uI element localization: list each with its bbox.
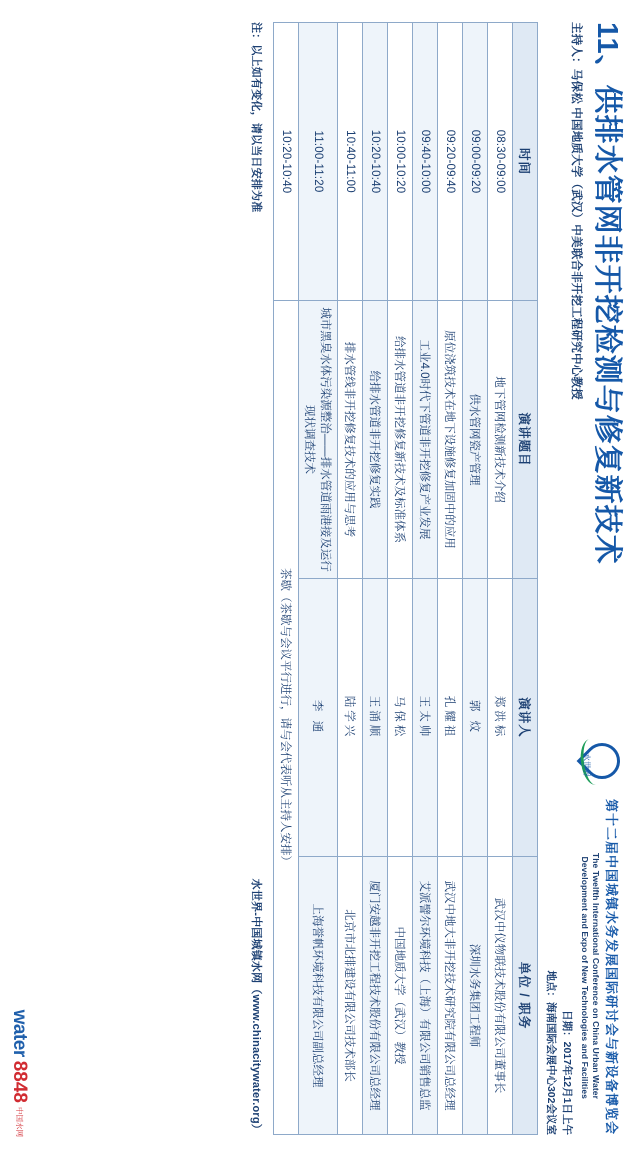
agenda-table-body [274,23,513,1135]
conference-name-en: The Twelfth International Conference on China Urban Water Development and Expo of New Technologies and Facilities [580,852,601,1099]
brand-text [542,799,622,1135]
watermark-text: water [9,1009,30,1057]
cell-topic: 地下管网检测新技术介绍 [488,301,513,579]
conference-date: 日期：2017年12月1日上午 [560,1010,573,1135]
cell-time: 10:00-10:20 [388,23,413,301]
watermark [8,1010,30,1137]
cell-time: 11:00-11:20 [299,23,338,301]
cell-time-break: 10:20-10:40 [274,23,299,301]
brand-block [542,737,622,1135]
conference-meta [542,799,574,1135]
cell-time: 09:00-09:20 [463,23,488,301]
conference-name-cn: 第十二届中国城镇水务发展国际研讨会与新设备博览会 [604,798,619,1135]
cell-break-text: 茶歇（茶歇与会议平行进行，请与会代表听从主持人安排） [274,301,299,1135]
table-header-row [513,23,538,1135]
cell-org: 中国地质大学（武汉）教授 [388,857,413,1135]
cell-speaker: 王太帅 [413,579,438,857]
cell-speaker: 陆学兴 [338,579,363,857]
page-footer [249,22,265,1135]
cell-time: 09:20-09:40 [438,23,463,301]
cell-org: 厦门安越非开挖工程技术股份有限公司总经理 [363,857,388,1135]
table-row [388,23,413,1135]
cell-org: 上海誉帆环境科技有限公司副总经理 [299,857,338,1135]
table-row [463,23,488,1135]
cell-org: 艾派譬尔环境科技（上海）有限公司销售总监 [413,857,438,1135]
page-header [544,22,622,1135]
cell-topic: 供水管网瓷产管理 [463,301,488,579]
cell-speaker: 郭 炆 [463,579,488,857]
watermark-number: 8848 [9,1060,30,1103]
cell-speaker: 李 通 [299,579,338,857]
cell-time: 10:20-10:40 [363,23,388,301]
cell-speaker: 马保松 [388,579,413,857]
cell-speaker: 孔耀祖 [438,579,463,857]
cell-time: 09:40-10:00 [413,23,438,301]
footer-site: 水世界-中国城镇水网（www.chinacitywater.org） [250,878,262,1135]
footer-note: 注：以上如有变化，请以当日安排为准 [250,22,262,213]
cell-topic: 工业4.0时代下管道非开挖修复产业发展 [413,301,438,579]
table-row [299,23,338,1135]
conference-place: 地点：海南国际会展中心302会议室 [545,970,557,1135]
table-row [363,23,388,1135]
cell-org: 北京市北排建设有限公司技术部长 [338,857,363,1135]
cell-speaker: 王涌顺 [363,579,388,857]
cell-time: 10:40-11:00 [338,23,363,301]
table-row-break [274,23,299,1135]
cell-topic: 给排水管道非开挖修复实践 [363,301,388,579]
cell-topic: 原位浇筑技术在地下设施修复加固中的应用 [438,301,463,579]
session-number: 11、 [591,22,623,85]
table-row [338,23,363,1135]
cell-topic: 城市黑臭水体污染源整治——排水管道雨港接及运行现状调查技术 [299,301,338,579]
cell-speaker: 郑洪标 [488,579,513,857]
watermark-cn: 中国水网 [15,1107,25,1137]
table-row [488,23,513,1135]
cell-org: 武汉中仪物联技术股份有限公司董事长 [488,857,513,1135]
session-title: 供排水管网非开挖检测与修复新技术 [591,84,623,565]
page-title [592,22,622,565]
cell-topic: 排水管线非开挖修复技术的应用与思考 [338,301,363,579]
column-header-org: 单位 / 职务 [513,857,538,1135]
logo-label: 水世界 [582,752,591,777]
title-block [569,22,622,565]
cell-time: 08:30-09:00 [488,23,513,301]
cell-topic: 给排水管道非开挖修复新技术及标准体系 [388,301,413,579]
water-drop-logo-icon [576,737,622,791]
host-line: 主持人：马保松 中国地质大学（武汉）中美联合非开挖工程研究中心教授 [569,22,582,400]
cell-org: 武汉中地大非开挖技术研究院有限公司总经理 [438,857,463,1135]
table-row [413,23,438,1135]
column-header-speaker: 演讲人 [513,579,538,857]
column-header-time: 时间 [513,23,538,301]
column-header-topic: 演讲题目 [513,301,538,579]
cell-org: 深圳水务集团工程师 [463,857,488,1135]
agenda-table [273,22,538,1135]
table-row [438,23,463,1135]
